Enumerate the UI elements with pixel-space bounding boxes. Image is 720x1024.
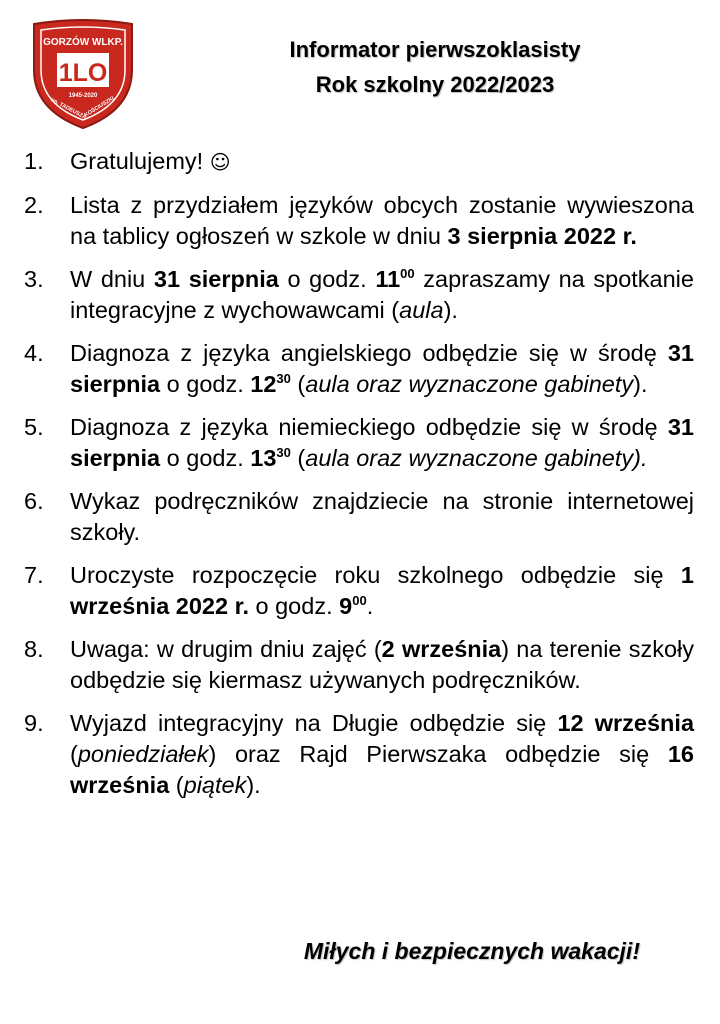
place: aula oraz wyznaczone gabinety <box>305 371 634 397</box>
date: 2 września <box>381 636 502 662</box>
hour: 12 <box>250 371 277 397</box>
date: 3 sierpnia 2022 r. <box>447 223 637 249</box>
date: 31 sierpnia <box>70 414 694 471</box>
list-item: 5. Diagnoza z języka niemieckiego odbędzie się w środę 31 sierpnia o godz. $13^{30}$ (aula oraz wyznaczone gabinety). <box>24 414 694 471</box>
item-number: 3. <box>24 266 44 292</box>
item-number: 8. <box>24 636 44 662</box>
info-list <box>24 146 694 813</box>
hour: 11 <box>375 266 401 292</box>
list-item: 4. Diagnoza z języka angielskiego odbędzie się w środę 31 sierpnia o godz. $12^{30}$ (aula oraz wyznaczone gabinety). <box>24 340 694 397</box>
hour: 9 <box>339 593 353 619</box>
document-title: Informator pierwszoklasisty <box>289 37 581 62</box>
place: aula oraz wyznaczone gabinety). <box>305 445 648 471</box>
logo-bottom-right: KOŚCIUSZKI <box>83 95 116 119</box>
item-number: 4. <box>24 340 44 366</box>
school-logo <box>32 18 134 130</box>
closing-wish: Miłych i bezpiecznych wakacji! <box>303 938 640 964</box>
list-item: 7. Uroczyste rozpoczęcie roku szkolnego odbędzie się 1 września 2022 r. o godz. $9^{00}$. <box>24 562 694 619</box>
list-item: 9. Wyjazd integracyjny na Długie odbędzie się 12 września (poniedziałek) oraz Rajd Pierwszaka odbędzie się 16 września (piątek). <box>24 710 695 798</box>
document-header <box>200 32 670 102</box>
minutes: 30 <box>276 371 291 387</box>
date: 31 sierpnia <box>153 266 279 292</box>
logo-years: 1945-2020 <box>68 93 98 99</box>
date: 1 września 2022 r. <box>70 562 694 619</box>
item-number: 6. <box>24 488 44 514</box>
hour: 13 <box>250 445 277 471</box>
school-year: Rok szkolny 2022/2023 <box>315 72 555 97</box>
list-item: 6. Wykaz podręczników znajdziecie na stronie internetowej szkoły. <box>24 488 694 545</box>
logo-emblem: 1LO <box>58 59 108 87</box>
minutes: 00 <box>352 593 367 609</box>
item-number: 5. <box>24 414 44 440</box>
logo-bottom-left: im. TADEUSZA <box>49 97 88 121</box>
logo-top-text: GORZÓW WLKP. <box>43 37 123 48</box>
date: 12 września <box>557 710 695 736</box>
list-item: 2. Lista z przydziałem języków obcych zostanie wywieszona na tablicy ogłoszeń w szkole w dniu 3 sierpnia 2022 r. <box>24 192 694 249</box>
smiley-icon: ☺ <box>209 150 231 174</box>
item-number: 1. <box>24 148 44 174</box>
item-number: 2. <box>24 192 44 218</box>
date: 31 sierpnia <box>70 340 694 397</box>
item-number: 9. <box>24 710 44 736</box>
minutes: 00 <box>400 266 415 282</box>
minutes: 30 <box>276 445 291 461</box>
item-number: 7. <box>24 562 44 588</box>
weekday: poniedziałek <box>77 741 209 767</box>
place: aula <box>399 297 444 323</box>
weekday: piątek <box>183 772 247 798</box>
list-item: 3. W dniu 31 sierpnia o godz. $11^{00}$ zapraszamy na spotkanie integracyjne z wychowawcami (aula). <box>24 266 694 323</box>
list-item: 8. Uwaga: w drugim dniu zajęć (2 września) na terenie szkoły odbędzie się kiermasz używanych podręczników. <box>24 636 694 693</box>
date: 16 września <box>70 741 694 798</box>
list-item: 1. Gratulujemy! ☺ <box>24 146 694 178</box>
